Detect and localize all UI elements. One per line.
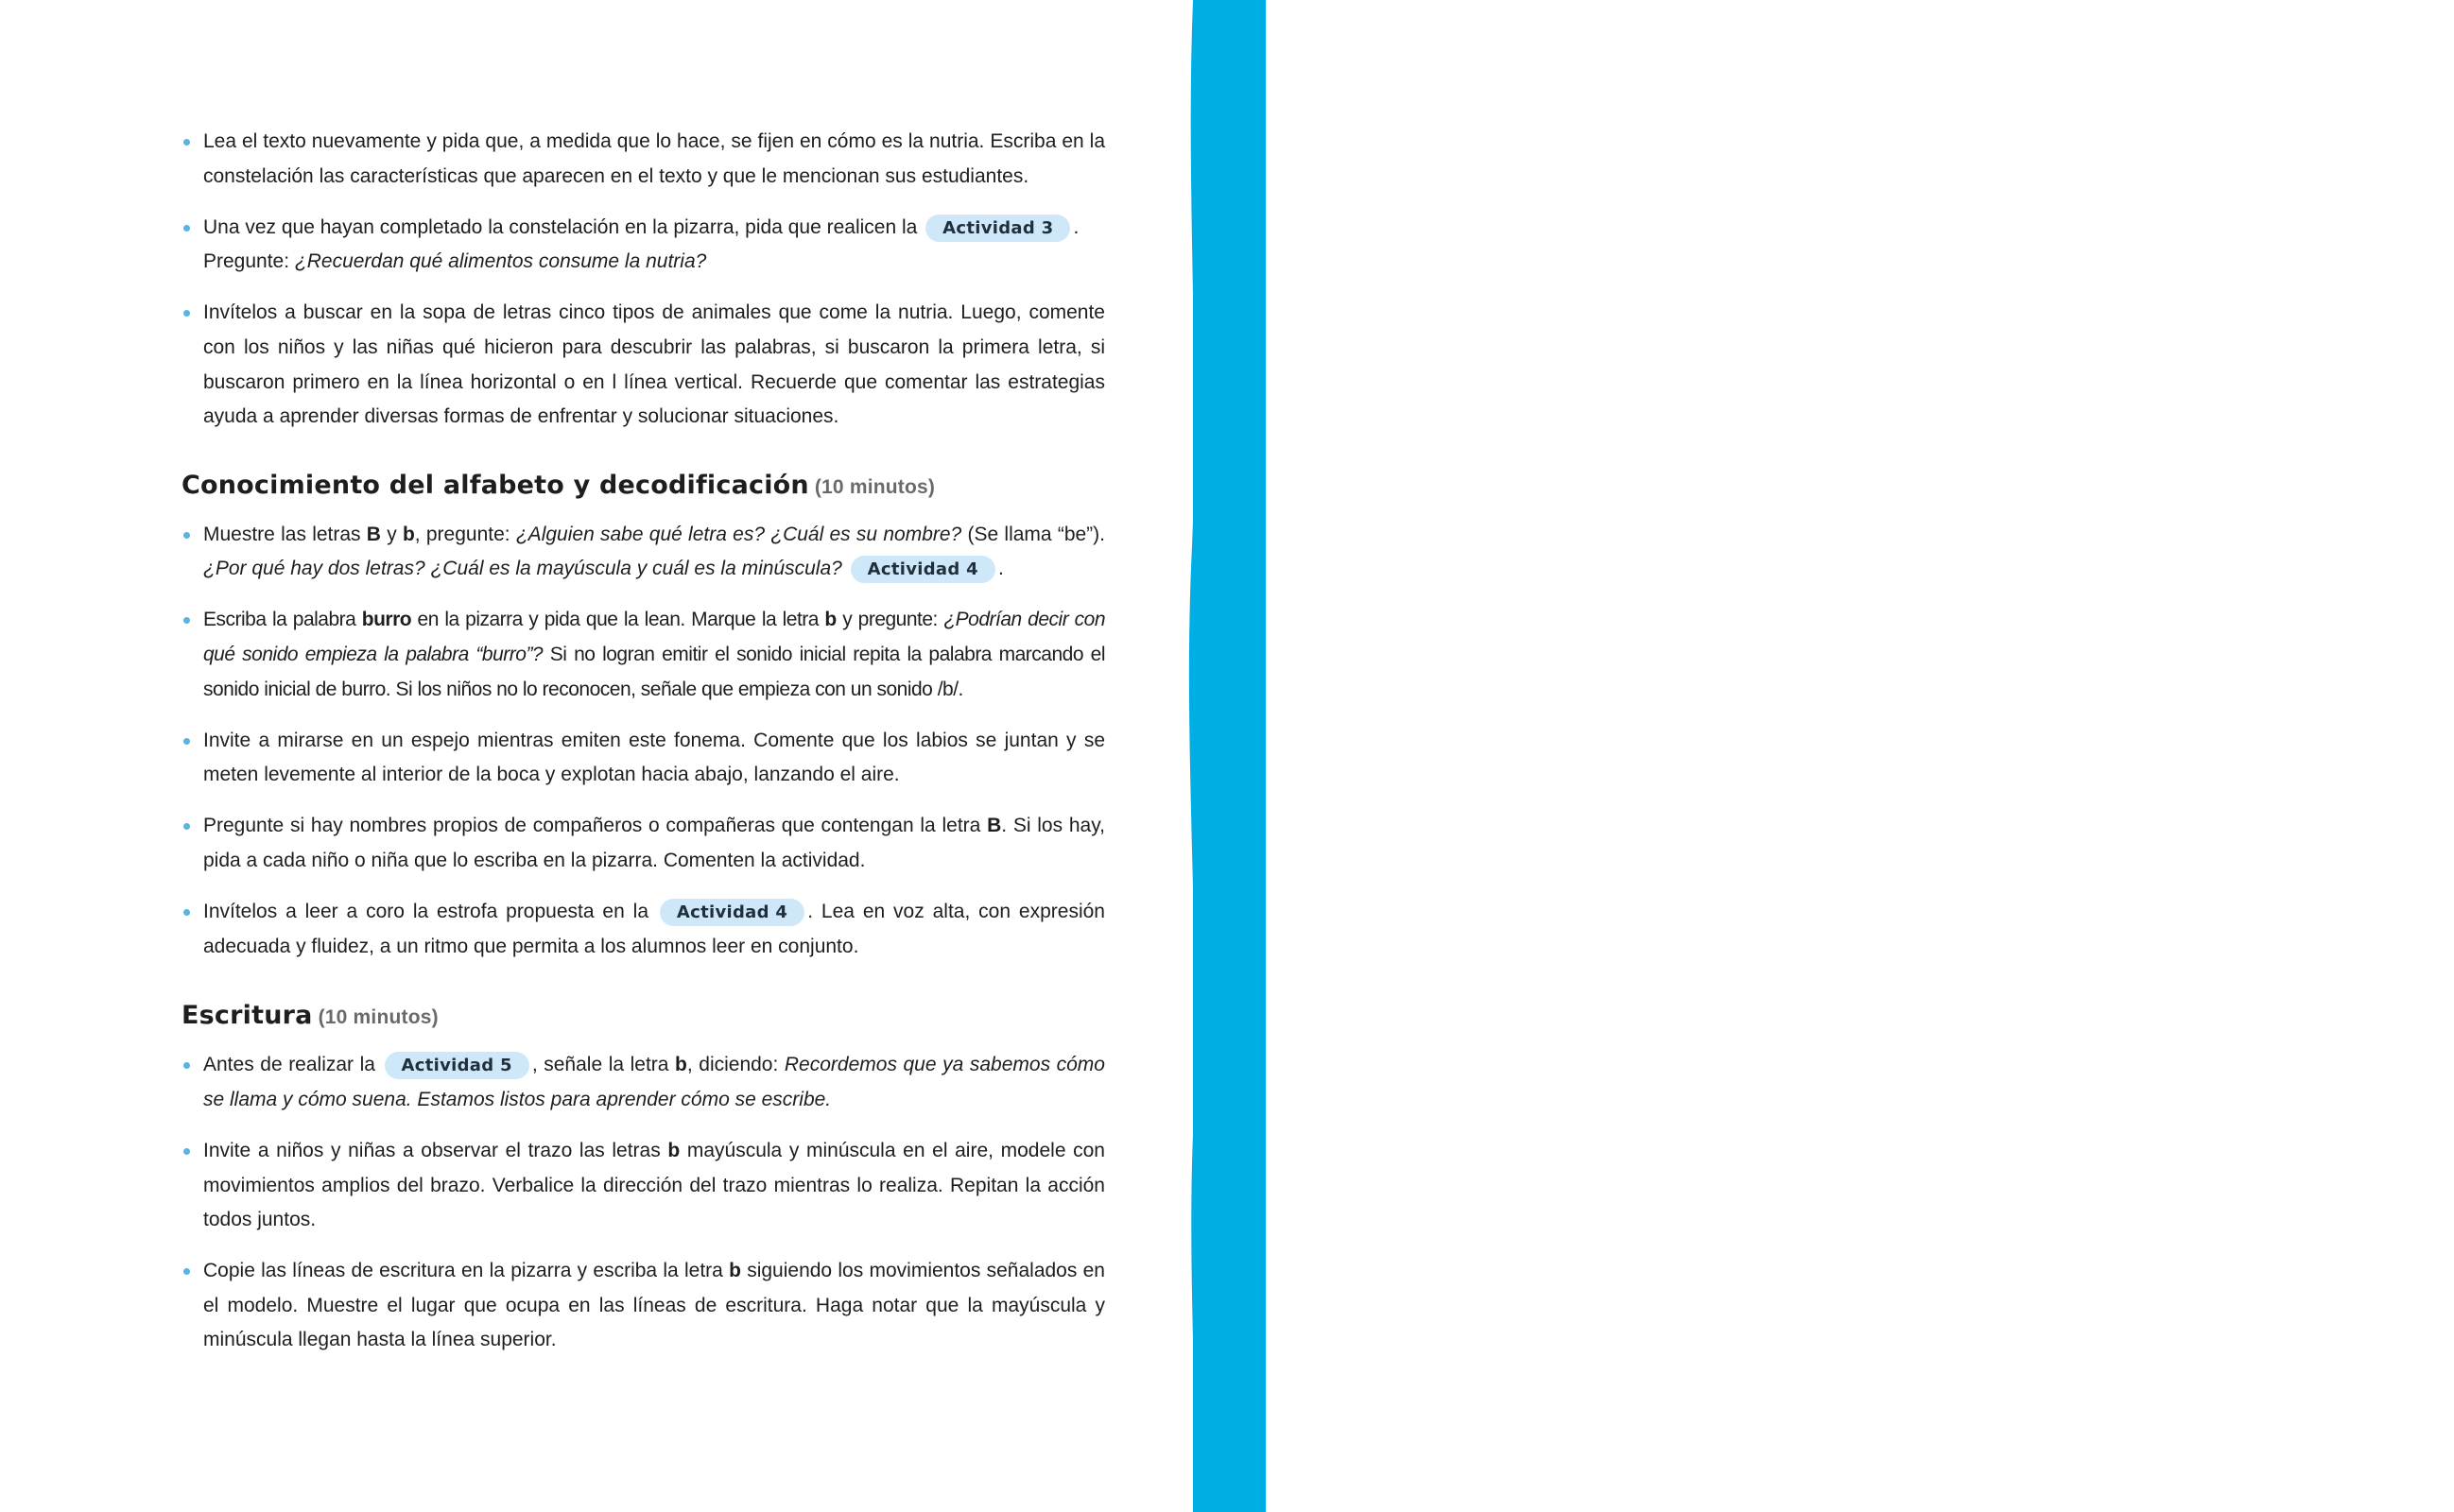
duration-label: (10 minutos) — [814, 475, 936, 498]
wavy-band-edge — [1182, 0, 1204, 1512]
activity-badge: Actividad 4 — [851, 556, 995, 583]
list-item: Invítelos a buscar en la sopa de letras cinco tipos de animales que come la nutria. Luego, comente con los niños y las niñas qué hicieron para descubrir las palabras, si buscaron la primera letra, si buscaron primero en la línea horizontal o en l línea vertical. Recuerde que comentar las estrategias ayuda a aprender diversas formas de enfrentar y solucionar situaciones. — [181, 296, 1105, 434]
activity-badge: Actividad 4 — [660, 899, 804, 926]
page-content — [181, 125, 1105, 1375]
list-item: Invite a mirarse en un espejo mientras emiten este fonema. Comente que los labios se juntan y se meten levemente al interior de la boca y explotan hacia abajo, lanzando el aire. — [181, 724, 1105, 793]
activity-badge: Actividad 5 — [385, 1052, 529, 1079]
duration-label: (10 minutos) — [318, 1006, 439, 1029]
side-color-band — [1193, 0, 2439, 1512]
list-item: Antes de realizar la Actividad 5 , señale la letra b, diciendo: Recordemos que ya sabemos cómo se llama y cómo suena. Estamos listos para aprender cómo se escribe. — [181, 1048, 1105, 1117]
list-item: Copie las líneas de escritura en la pizarra y escriba la letra b siguiendo los movimientos señalados en el modelo. Muestre el lugar que ocupa en las líneas de escritura. Haga notar que la mayúscula y minúscula llegan hasta la línea superior. — [181, 1254, 1105, 1358]
intro-section — [181, 125, 1105, 435]
escritura-section — [181, 1001, 1105, 1358]
list-item: Lea el texto nuevamente y pida que, a medida que lo hace, se fijen en cómo es la nutria. Escriba en la constelación las características que aparecen en el texto y que le mencionan sus estudiantes. — [181, 125, 1105, 194]
list-item: Una vez que hayan completado la constelación en la pizarra, pida que realicen la Actividad 3 . Pregunte: ¿Recuerdan qué alimentos consume la nutria? — [181, 211, 1105, 280]
list-item: Pregunte si hay nombres propios de compañeros o compañeras que contengan la letra B. Si los hay, pida a cada niño o niña que lo escriba en la pizarra. Comenten la actividad. — [181, 809, 1105, 878]
section-heading: Escritura (10 minutos) — [181, 1001, 439, 1031]
list-item: Invite a niños y niñas a observar el trazo las letras b mayúscula y minúscula en el aire, modele con movimientos amplios del brazo. Verbalice la dirección del trazo mientras lo realiza. Repitan la acción todos juntos. — [181, 1134, 1105, 1238]
alfabeto-section — [181, 471, 1105, 965]
list-item: Muestre las letras B y b, pregunte: ¿Alguien sabe qué letra es? ¿Cuál es su nombre? (Se llama “be”). ¿Por qué hay dos letras? ¿Cuál es la mayúscula y cuál es la minúscula? Actividad 4 . — [181, 518, 1105, 587]
list-item: Invítelos a leer a coro la estrofa propuesta en la Actividad 4 . Lea en voz alta, con expresión adecuada y fluidez, a un ritmo que permita a los alumnos leer en conjunto. — [181, 895, 1105, 964]
activity-badge: Actividad 3 — [925, 215, 1070, 242]
section-heading: Conocimiento del alfabeto y decodificación (10 minutos) — [181, 470, 936, 500]
page-number: 273 — [2405, 1442, 2439, 1464]
list-item: Escriba la palabra burro en la pizarra y pida que la lean. Marque la letra b y pregunte: ¿Podrían decir con qué sonido empieza la palabra “burro”? Si no logran emitir el sonido inicial repita la palabra marcando el sonido inicial de burro. Si los niños no lo reconocen, señale que empieza con un sonido /b/. — [181, 603, 1105, 707]
